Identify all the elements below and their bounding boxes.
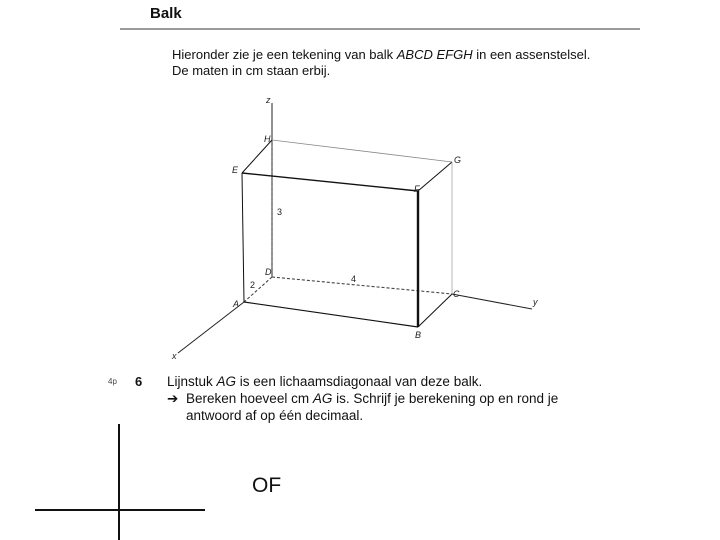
drawn-cross-horizontal [35, 509, 205, 511]
arrow-right-icon: ➔ [167, 391, 179, 406]
question-line-3: antwoord af op één decimaal. [186, 408, 364, 423]
vertex-label-f: F [414, 184, 420, 194]
question-line-1 [167, 373, 627, 390]
vertex-label-d: D [265, 267, 272, 277]
x-axis [178, 302, 244, 353]
question-line-1-before: Lijnstuk [167, 374, 217, 389]
question-line-2-before: Bereken hoeveel cm [186, 391, 313, 406]
vertex-label-e: E [232, 165, 239, 175]
balk-name: ABCD EFGH [396, 47, 473, 62]
points-label: 4p [108, 377, 117, 386]
axis-label-z: z [266, 95, 271, 105]
page-title: Balk [150, 5, 182, 22]
answer-text: OF [252, 474, 282, 497]
vertex-label-b: B [415, 330, 422, 340]
length-label-4: 4 [351, 274, 357, 284]
length-label-3: 3 [277, 207, 283, 217]
axis-label-y: y [533, 297, 538, 307]
question-line-2-after: is. Schrijf je berekening op en rond je [332, 391, 559, 406]
y-axis [452, 294, 532, 309]
question-text [167, 373, 627, 424]
length-label-2: 2 [250, 280, 256, 290]
visible-edges [242, 140, 452, 327]
intro-line-2: De maten in cm staan erbij. [172, 63, 331, 78]
hidden-edges [244, 140, 452, 302]
question-line-1-after: is een lichaamsdiagonaal van deze balk. [236, 374, 483, 389]
question-number: 6 [135, 374, 143, 389]
vertex-label-g: G [454, 155, 462, 165]
vertex-label-c: C [453, 289, 460, 299]
intro-line-1-before: Hieronder zie je een tekening van balk [172, 47, 397, 62]
axis-label-x: x [172, 351, 177, 361]
segment-ag-2: AG [312, 391, 333, 406]
drawn-cross-vertical [118, 424, 120, 540]
question-line-2 [167, 390, 627, 407]
vertex-label-a: A [233, 299, 240, 309]
segment-ag: AG [216, 374, 237, 389]
vertex-label-h: H [264, 134, 271, 144]
intro-line-1-after: in een assenstelsel. [472, 47, 591, 62]
